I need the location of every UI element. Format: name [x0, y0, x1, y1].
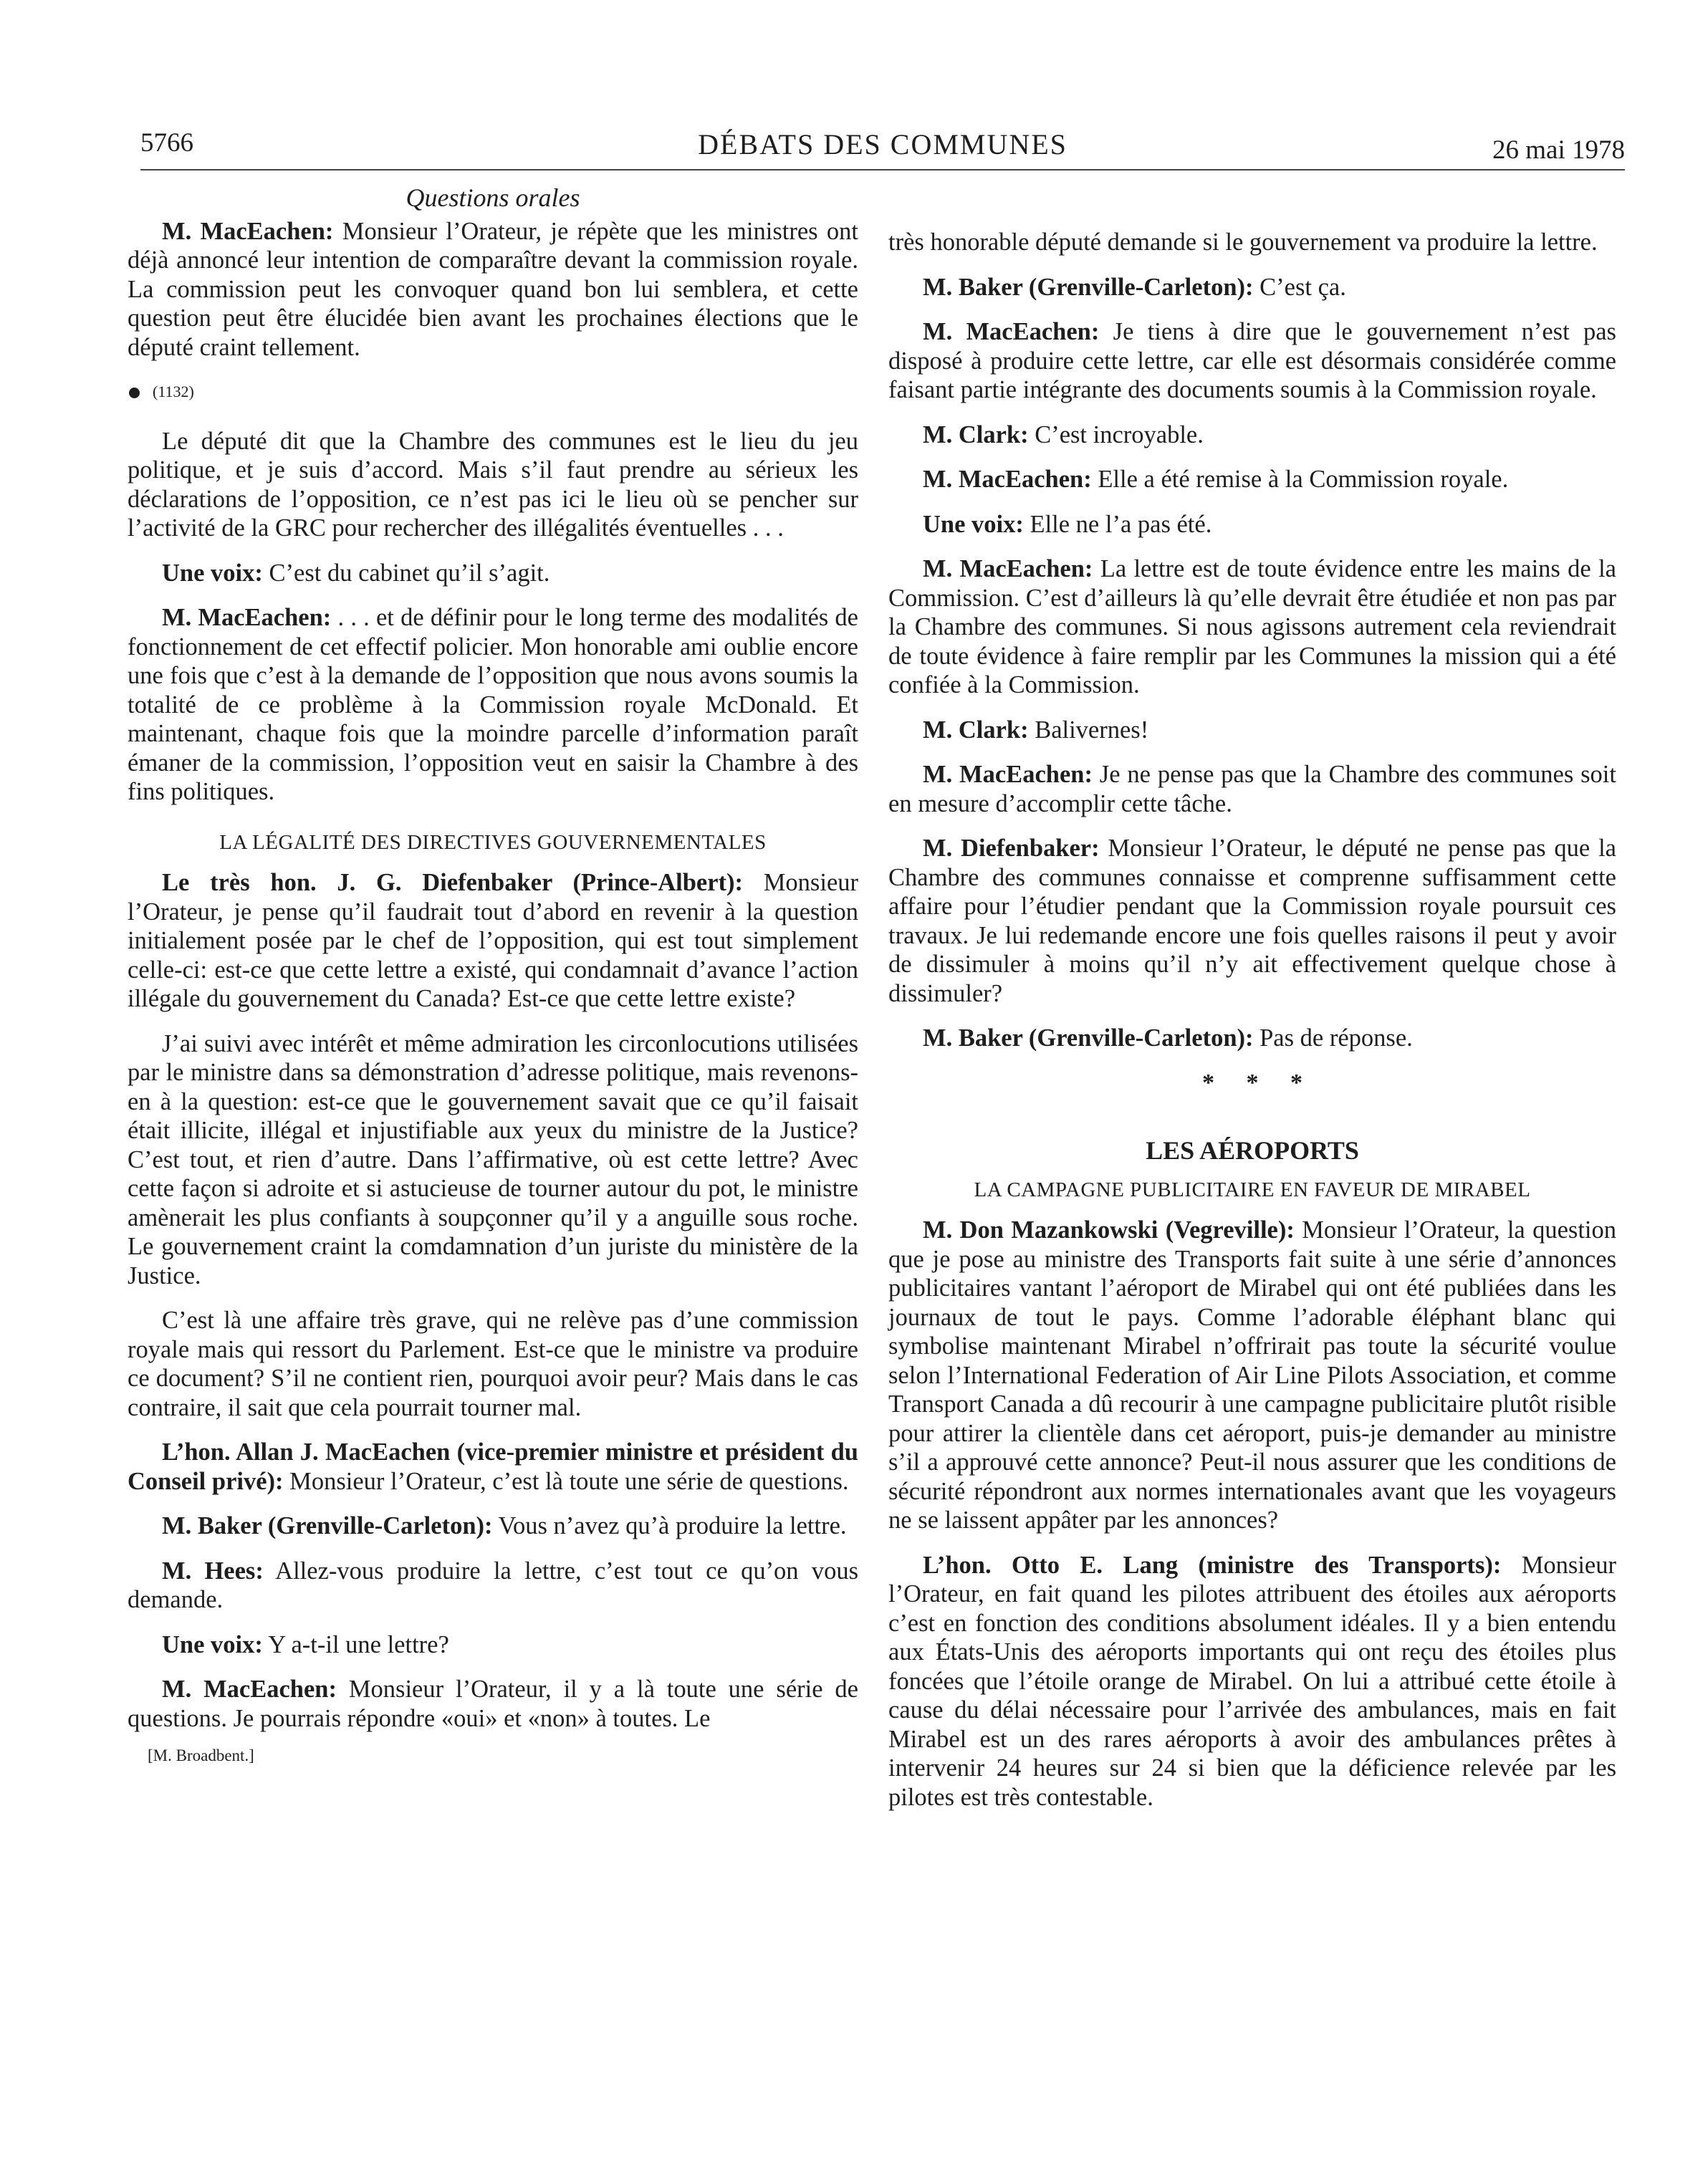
page-header [140, 128, 1625, 172]
speech-text: Monsieur l’Orateur, le député ne pense pas que la Chambre des communes connaisse et comprenne suffisamment cette affaire pour l’étudier pendant que la Commission royale poursuit ces travaux. Je lui redemande encore une fois quelles raisons il peut y avoir de dissimuler à moins qu’il n’y ait effectivement quelque chose à dissimuler? [888, 835, 1616, 1007]
page-number: 5766 [140, 128, 193, 158]
paragraph [128, 559, 858, 588]
time-marker-text: (1132) [153, 383, 194, 400]
speaker-name: M. MacEachen: [923, 555, 1093, 582]
speaker-name: L’hon. Otto E. Lang (ministre des Transports): [923, 1551, 1502, 1579]
paragraph [888, 554, 1616, 700]
speech-text: Y a-t-il une lettre? [262, 1630, 449, 1658]
speech-text: La lettre est de toute évidence entre les mains de la Commission. C’est d’ailleurs là qu’elle devrait être étudiée et non pas par la Chambre des communes. Si nous agissons autrement cela reviendrait de toute évidence à faire remplir par les Communes la mission qui a été confiée à la Commission. [888, 555, 1616, 698]
speaker-name: M. MacEachen: [923, 761, 1093, 788]
paragraph [888, 510, 1616, 539]
speech-text: Elle a été remise à la Commission royale. [1091, 466, 1509, 493]
right-column [888, 228, 1616, 1827]
paragraph [888, 465, 1616, 494]
paragraph [888, 1551, 1616, 1812]
paragraph [128, 1675, 858, 1733]
speaker-name: M. MacEachen: [162, 604, 332, 631]
paragraph [888, 421, 1616, 450]
speech-text: Monsieur l’Orateur, c’est là toute une série de questions. [283, 1467, 849, 1495]
section-separator: * * * [1202, 1069, 1302, 1096]
paragraph: très honorable député demande si le gouvernement va produire la lettre. [888, 229, 1598, 256]
paragraph [128, 1557, 858, 1615]
paragraph [128, 603, 858, 807]
speech-text: Monsieur l’Orateur, je répète que les ministres ont déjà annoncé leur intention de comparaître devant la commission royale. La commission peut les convoquer quand bon lui semblera, et cette question peut être élucidée bien avant les prochaines élections que le député craint tellement. [128, 217, 858, 361]
speaker-name: M. Hees: [162, 1557, 264, 1585]
speech-text: Monsieur l’Orateur, en fait quand les pilotes attribuent des étoiles aux aéroports c’est en fonction des conditions absolument idéales. Il y a bien entendu aux États-Unis des aéroports importants qui ont reçu des étoiles plus foncées que l’étoile orange de Mirabel. On lui a attribué cette étoile à cause du délai nécessaire pour l’arrivée des ambulances, mais en fait Mirabel est un des rares aéroports à avoir des ambulances prêtes à intervenir 24 heures sur 24 si bien que la déficience relevée par les pilotes est très contestable. [888, 1551, 1616, 1811]
speaker-name: M. Clark: [923, 716, 1029, 744]
speech-text: Allez-vous produire la lettre, c’est tout ce qu’on vous demande. [128, 1557, 858, 1613]
speech-text: C’est ça. [1253, 273, 1346, 301]
paragraph [128, 1630, 858, 1660]
speaker-name: Une voix: [162, 1630, 263, 1658]
paragraph [888, 273, 1616, 302]
speech-text: Monsieur l’Orateur, je pense qu’il faudrait tout d’abord en revenir à la question initialement posée par le chef de l’opposition, qui est tout simplement celle-ci: est-ce que cette lettre a existé, qui condamnait d’avance l’action illégale du gouvernement du Canada? Est-ce que cette lettre existe? [128, 869, 858, 1012]
speaker-name: L’hon. Allan J. MacEachen (vice-premier ministre et président du Conseil privé): [128, 1438, 858, 1495]
page-date: 26 mai 1978 [1492, 135, 1625, 165]
speaker-name: M. MacEachen: [923, 466, 1092, 493]
paragraph [888, 317, 1616, 405]
paragraph: J’ai suivi avec intérêt et même admiration les circonlocutions utilisées par le ministre dans sa démonstration d’adresse politique, mais revenons-en à la question: est-ce que le gouvernement savait que ce qu’il faisait était illicite, illégal et injustifiable aux yeux du ministre de la Justice? C’est tout, et rien d’autre. Dans l’affirmative, où est cette lettre? Avec cette façon si adroite et si astucieuse de tourner autour du pot, le ministre amènerait les plus confiants à soupçonner qu’il y a anguille sous roche. Le gouvernement craint la comdamnation d’un juriste du ministère de la Justice. [128, 1029, 858, 1289]
speaker-name: M. Diefenbaker: [923, 835, 1100, 862]
speaker-name: Le très hon. J. G. Diefenbaker (Prince-Albert): [162, 869, 743, 896]
speech-text: C’est du cabinet qu’il s’agit. [262, 559, 550, 587]
paragraph: Le député dit que la Chambre des communes est le lieu du jeu politique, et je suis d’accord. Mais s’il faut prendre au sérieux les déclarations de l’opposition, ce n’est pas ici le lieu où se pencher sur l’activité de la GRC pour rechercher des illégalités éventuelles . . . [128, 427, 858, 542]
paragraph [128, 217, 858, 362]
speaker-name: M. MacEachen: [162, 1676, 337, 1703]
paragraph [128, 1512, 858, 1541]
speaker-name: M. Baker (Grenville-Carleton): [923, 273, 1254, 301]
paragraph [888, 716, 1616, 745]
speech-text: Monsieur l’Orateur, il y a là toute une série de questions. Je pourrais répondre «oui» et «non» à toutes. Le [128, 1676, 858, 1732]
speech-text: . . . et de définir pour le long terme des modalités de fonctionnement de cet effectif policier. Mon honorable ami oublie encore une fois que c’est à la demande de l’opposition que nous avons soumis la totalité de ce problème à la Commission royale McDonald. Et maintenant, chaque fois que la moindre parcelle d’information paraît émaner de la commission, l’opposition veut en saisir la Chambre à des fins politiques. [128, 604, 858, 805]
speaker-name: M. Baker (Grenville-Carleton): [923, 1024, 1254, 1052]
speaker-name: M. Baker (Grenville-Carleton): [162, 1512, 493, 1539]
footer-note: [M. Broadbent.] [148, 1746, 254, 1764]
time-marker [128, 378, 858, 407]
left-column [128, 183, 858, 1771]
speech-text: Balivernes! [1028, 716, 1149, 744]
paragraph: C’est là une affaire très grave, qui ne relève pas d’une commission royale mais qui ressort du Parlement. Est-ce que le ministre va produire ce document? S’il ne contient rien, pourquoi avoir peur? Mais dans le cas contraire, il sait que cela pourrait tourner mal. [128, 1307, 858, 1421]
paragraph [888, 1024, 1616, 1053]
speech-text: Je ne pense pas que la Chambre des communes soit en mesure d’accomplir cette tâche. [888, 761, 1616, 817]
speech-text: Vous n’avez qu’à produire la lettre. [492, 1512, 847, 1539]
paragraph [888, 760, 1616, 818]
paragraph [128, 1438, 858, 1496]
speech-text: Pas de réponse. [1253, 1024, 1413, 1052]
speaker-name: M. MacEachen: [923, 318, 1100, 345]
page-title: DÉBATS DES COMMUNES [698, 128, 1068, 160]
section-heading: LES AÉROPORTS [1146, 1136, 1359, 1165]
header-rule [140, 169, 1625, 170]
topic-heading: Questions orales [406, 183, 580, 212]
paragraph [888, 1216, 1616, 1535]
speech-text: Elle ne l’a pas été. [1023, 510, 1212, 538]
speaker-name: M. Don Mazankowski (Vegreville): [923, 1216, 1295, 1244]
speech-text: Monsieur l’Orateur, la question que je pose au ministre des Transports fait suite à une série d’annonces publicitaires vantant l’aéroport de Mirabel qui ont été publiées dans les journaux de tout le pays. Comme l’adorable éléphant blanc qui symbolise maintenant Mirabel n’offrirait pas toute la sécurité voulue selon l’International Federation of Air Line Pilots Association, et comme Transport Canada a dû recourir à une campagne publicitaire plutôt risible pour attirer la clientèle dans cet aéroport, puis-je demander au ministre s’il a approuvé cette annonce? Peut-il nous assurer que les conditions de sécurité répondront aux normes internationales avant que les voyageurs ne se laissent appâter par les annonces? [888, 1216, 1616, 1534]
speaker-name: Une voix: [162, 559, 263, 587]
speech-text: C’est incroyable. [1028, 421, 1204, 448]
speaker-name: Une voix: [923, 510, 1024, 538]
paragraph [888, 834, 1616, 1008]
paragraph [128, 868, 858, 1014]
section-subheading: LA CAMPAGNE PUBLICITAIRE EN FAVEUR DE MIRABEL [974, 1178, 1531, 1201]
speaker-name: M. Clark: [923, 421, 1029, 448]
speech-text: Je tiens à dire que le gouvernement n’est pas disposé à produire cette lettre, car elle est désormais considérée comme faisant partie intégrante des documents soumis à la Commission royale. [888, 318, 1616, 403]
speaker-name: M. MacEachen: [162, 217, 334, 245]
section-subheading: LA LÉGALITÉ DES DIRECTIVES GOUVERNEMENTALES [219, 830, 767, 854]
bullet-icon [129, 388, 140, 398]
